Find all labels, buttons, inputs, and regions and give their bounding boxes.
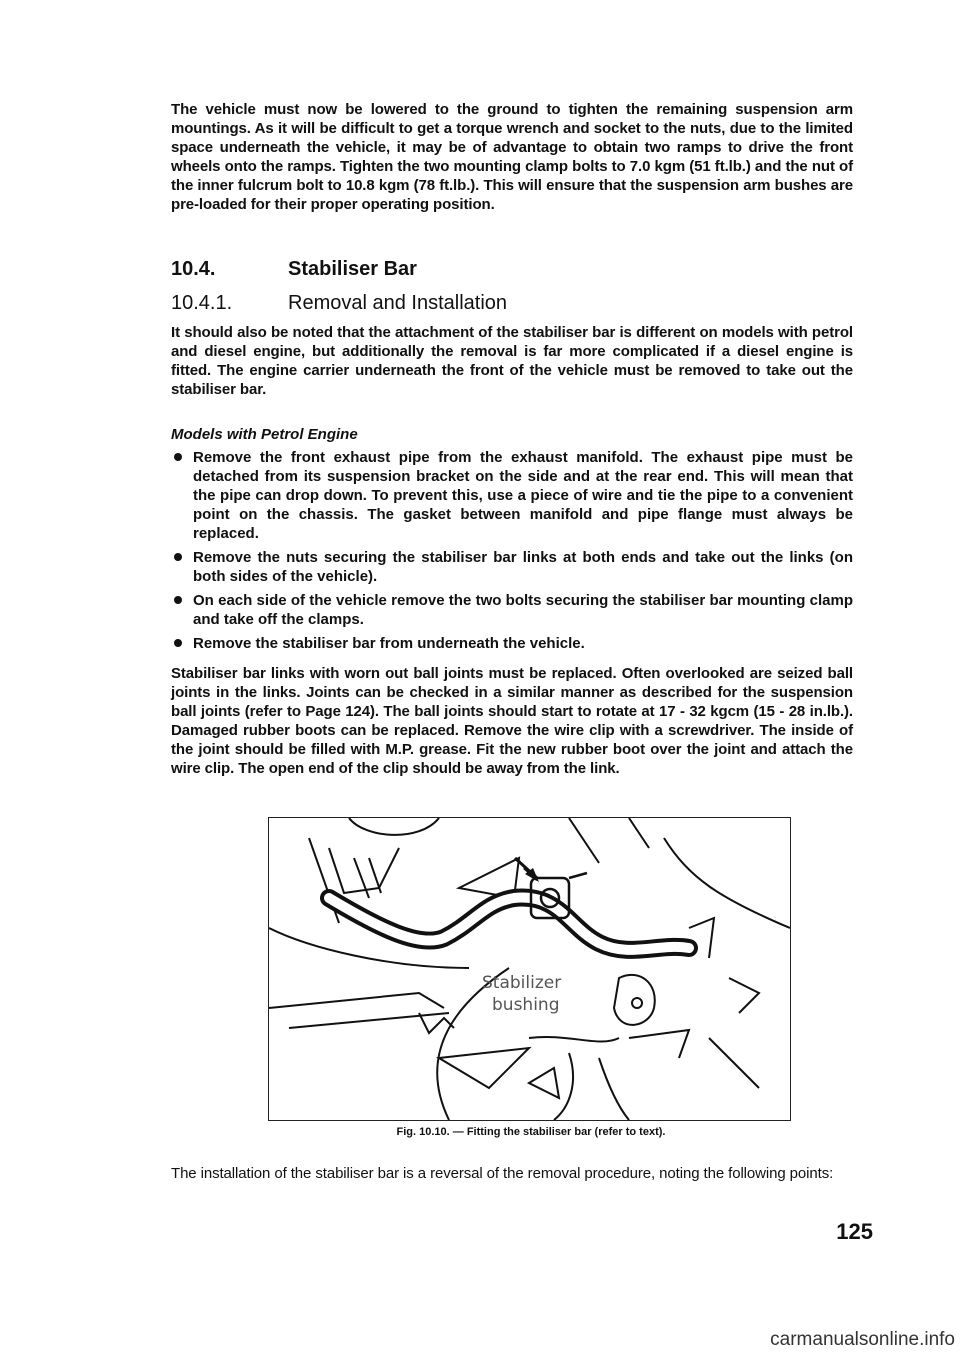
stabiliser-bar-figure [268, 817, 791, 1121]
list-item: Remove the front exhaust pipe from the exhaust manifold. The exhaust pipe must be detached from its suspension bracket on the side and at the rear end. This will mean that the pipe can drop down. To prevent this, use a piece of wire and tie the pipe to a convenient point on the chassis. The gasket between manifold and pipe flange must always be replaced. [171, 448, 853, 543]
subsection-heading [171, 292, 853, 315]
stabiliser-bar-illustration [269, 818, 790, 1120]
list-item: Remove the stabiliser bar from underneath the vehicle. [171, 634, 853, 653]
section-title: Stabiliser Bar [288, 258, 417, 280]
subsection-number: 10.4.1. [171, 292, 233, 314]
bullet-dot-icon [174, 639, 182, 647]
figure-caption: Fig. 10.10. — Fitting the stabiliser bar (refer to text). [396, 1126, 666, 1138]
figure-label-bushing: bushing [492, 995, 560, 1015]
subsection-title: Removal and Installation [288, 292, 508, 314]
intro-paragraph: The vehicle must now be lowered to the ground to tighten the remaining suspension arm mountings. As it will be difficult to get a torque wrench and socket to the nuts, due to the limited space underneath the vehicle, it may be of advantage to obtain two ramps to drive the front wheels onto the ramps. Tighten the two mounting clamp bolts to 7.0 kgm (51 ft.lb.) and the nut of the inner fulcrum bolt to 10.8 kgm (78 ft.lb.). This will ensure that the suspension arm bushes are pre-loaded for their proper operating position. [171, 101, 853, 213]
bullet-dot-icon [174, 453, 182, 461]
figure-label-stabilizer: Stabilizer [482, 973, 562, 993]
paragraph-attachment: It should also be noted that the attachment of the stabiliser bar is different on models with petrol and diesel engine, but additionally the removal is far more complicated if a diesel engine is fitted. The engine carrier underneath the front of the vehicle must be removed to take out the stabiliser bar. [171, 324, 853, 398]
bullet-dot-icon [174, 553, 182, 561]
bullet-dot-icon [174, 596, 182, 604]
section-number: 10.4. [171, 258, 216, 280]
removal-steps-list [171, 448, 853, 658]
paragraph-installation: The installation of the stabiliser bar is a reversal of the removal procedure, noting the following points: [171, 1165, 834, 1182]
page-number: 125 [836, 1219, 873, 1244]
list-item: Remove the nuts securing the stabiliser bar links at both ends and take out the links (on both sides of the vehicle). [171, 548, 853, 586]
list-item: On each side of the vehicle remove the two bolts securing the stabiliser bar mounting clamp and take off the clamps. [171, 591, 853, 629]
section-heading [171, 258, 853, 281]
paragraph-ball-joints: Stabiliser bar links with worn out ball joints must be replaced. Often overlooked are seized ball joints in the links. Joints can be checked in a similar manner as described for the suspension ball joints (refer to Page 124). The ball joints should start to rotate at 17 - 32 kgcm (15 - 28 in.lb.). Damaged rubber boots can be replaced. Remove the wire clip with a screwdriver. The inside of the joint should be filled with M.P. grease. Fit the new rubber boot over the joint and attach the wire clip. The open end of the clip should be away from the link. [171, 665, 853, 777]
site-watermark: carmanualsonline.info [770, 1329, 955, 1350]
subheading-petrol-engine: Models with Petrol Engine [171, 426, 358, 443]
